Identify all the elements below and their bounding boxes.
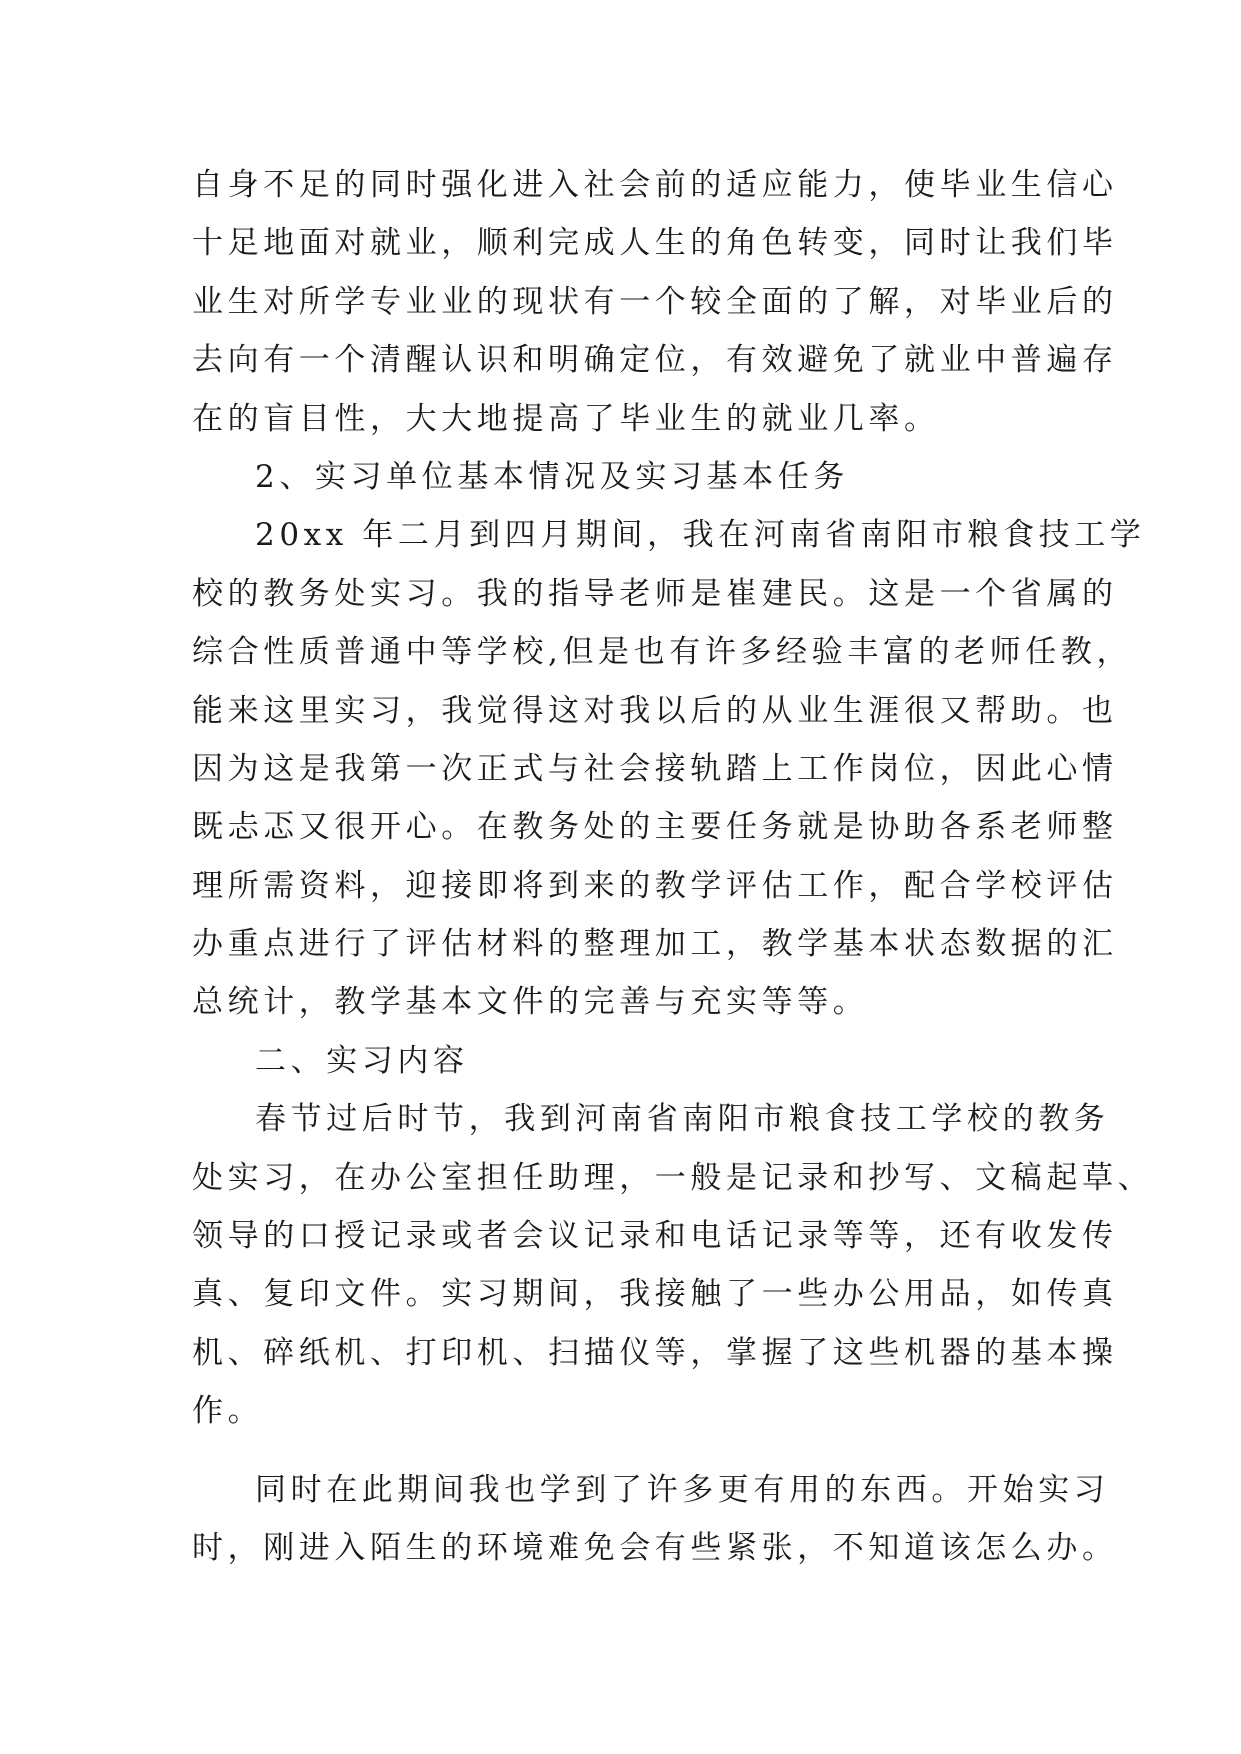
text-line: 领导的口授记录或者会议记录和电话记录等等，还有收发传 [192, 1218, 1118, 1255]
text-line: 既忐忑又很开心。在教务处的主要任务就是协助各系老师整 [192, 809, 1118, 846]
text-line: 能来这里实习，我觉得这对我以后的从业生涯很又帮助。也 [192, 692, 1118, 729]
text-line: 20xx 年二月到四月期间，我在河南省南阳市粮食技工学 [255, 517, 1146, 554]
text-line: 因为这是我第一次正式与社会接轨踏上工作岗位，因此心情 [192, 750, 1118, 787]
text-line: 作。 [192, 1393, 264, 1430]
text-line: 理所需资料，迎接即将到来的教学评估工作，配合学校评估 [192, 867, 1118, 904]
text-line: 综合性质普通中等学校,但是也有许多经验丰富的老师任教， [192, 634, 1133, 671]
body-text [192, 156, 1154, 1577]
text-line: 春节过后时节，我到河南省南阳市粮食技工学校的教务 [255, 1101, 1110, 1138]
text-line: 处实习，在办公室担任助理，一般是记录和抄写、文稿起草、 [192, 1159, 1154, 1196]
text-line: 去向有一个清醒认识和明确定位，有效避免了就业中普遍存 [192, 342, 1118, 379]
section-heading: 2、实习单位基本情况及实习基本任务 [255, 458, 849, 495]
text-line: 同时在此期间我也学到了许多更有用的东西。开始实习 [255, 1471, 1110, 1508]
paragraph-gap [192, 1441, 1072, 1461]
text-line: 办重点进行了评估材料的整理加工，教学基本状态数据的汇 [192, 926, 1118, 963]
text-line: 业生对所学专业业的现状有一个较全面的了解，对毕业后的 [192, 283, 1118, 320]
text-line: 十足地面对就业，顺利完成人生的角色转变，同时让我们毕 [192, 225, 1118, 262]
text-line: 时，刚进入陌生的环境难免会有些紧张，不知道该怎么办。 [192, 1529, 1118, 1566]
text-line: 机、碎纸机、打印机、扫描仪等，掌握了这些机器的基本操 [192, 1334, 1118, 1371]
section-heading: 二、实习内容 [255, 1042, 469, 1079]
text-line: 真、复印文件。实习期间，我接触了一些办公用品，如传真 [192, 1276, 1118, 1313]
text-line: 校的教务处实习。我的指导老师是崔建民。这是一个省属的 [192, 575, 1118, 612]
text-line: 在的盲目性，大大地提高了毕业生的就业几率。 [192, 400, 940, 437]
text-line: 总统计，教学基本文件的完善与充实等等。 [192, 984, 869, 1021]
text-line: 自身不足的同时强化进入社会前的适应能力，使毕业生信心 [192, 167, 1118, 203]
